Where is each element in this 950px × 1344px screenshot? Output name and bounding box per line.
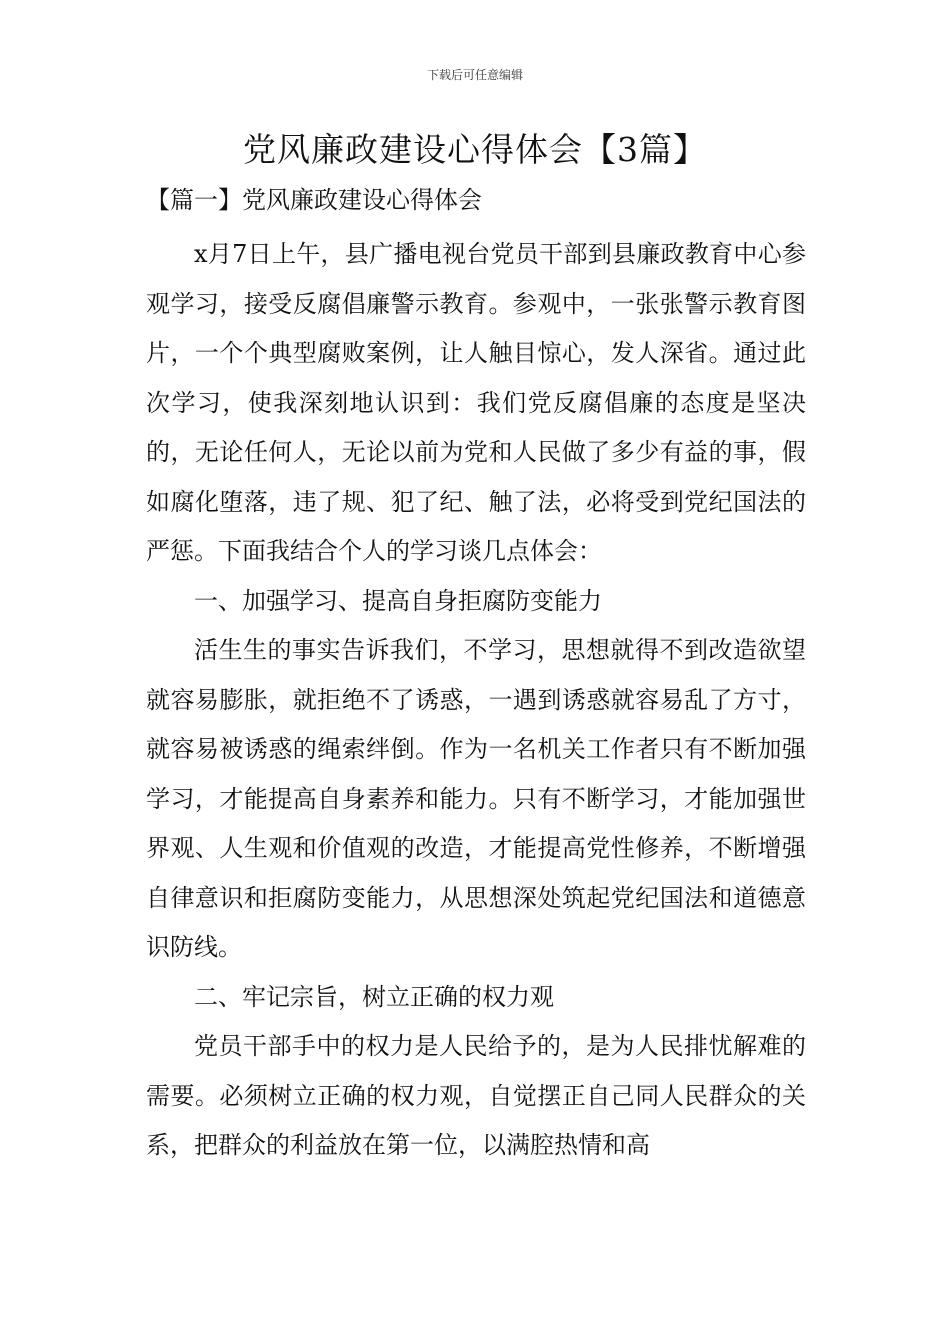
subheading-1: 一、加强学习、提高自身拒腐防变能力 xyxy=(194,586,602,615)
header-note: 下载后可任意编辑 xyxy=(426,68,523,82)
paragraph-power: 党员干部手中的权力是人民给予的，是为人民排忧解难的需要。必须树立正确的权力观，自觉摆正自己同人民群众的关系，把群众的利益放在第一位，以满腔热情和高 xyxy=(146,1032,806,1159)
document-title: 党风廉政建设心得体会【3篇】 xyxy=(243,130,707,169)
paragraph-intro: x月7日上午，县广播电视台党员干部到县廉政教育中心参观学习，接受反腐倡廉警示教育。参观中，一张张警示教育图片，一个个典型腐败案例，让人触目惊心，发人深省。通过此次学习，使我深刻地认识到：我们党反腐倡廉的态度是坚决的，无论任何人，无论以前为党和人民做了多少有益的事，假如腐化堕落，违了规、犯了纪、触了法，必将受到党纪国法的严惩。下面我结合个人的学习谈几点体会： xyxy=(146,240,806,565)
section-heading: 【篇一】党风廉政建设心得体会 xyxy=(146,186,482,214)
document-body xyxy=(146,180,806,1171)
paragraph-study: 活生生的事实告诉我们，不学习，思想就得不到改造欲望就容易膨胀，就拒绝不了诱惑，一遇到诱惑就容易乱了方寸，就容易被诱惑的绳索绊倒。作为一名机关工作者只有不断加强学习，才能提高自身素养和能力。只有不断学习，才能加强世界观、人生观和价值观的改造，才能提高党性修养，不断增强自律意识和拒腐防变能力，从思想深处筑起党纪国法和道德意识防线。 xyxy=(146,636,806,961)
subheading-2: 二、牢记宗旨，树立正确的权力观 xyxy=(194,982,554,1011)
